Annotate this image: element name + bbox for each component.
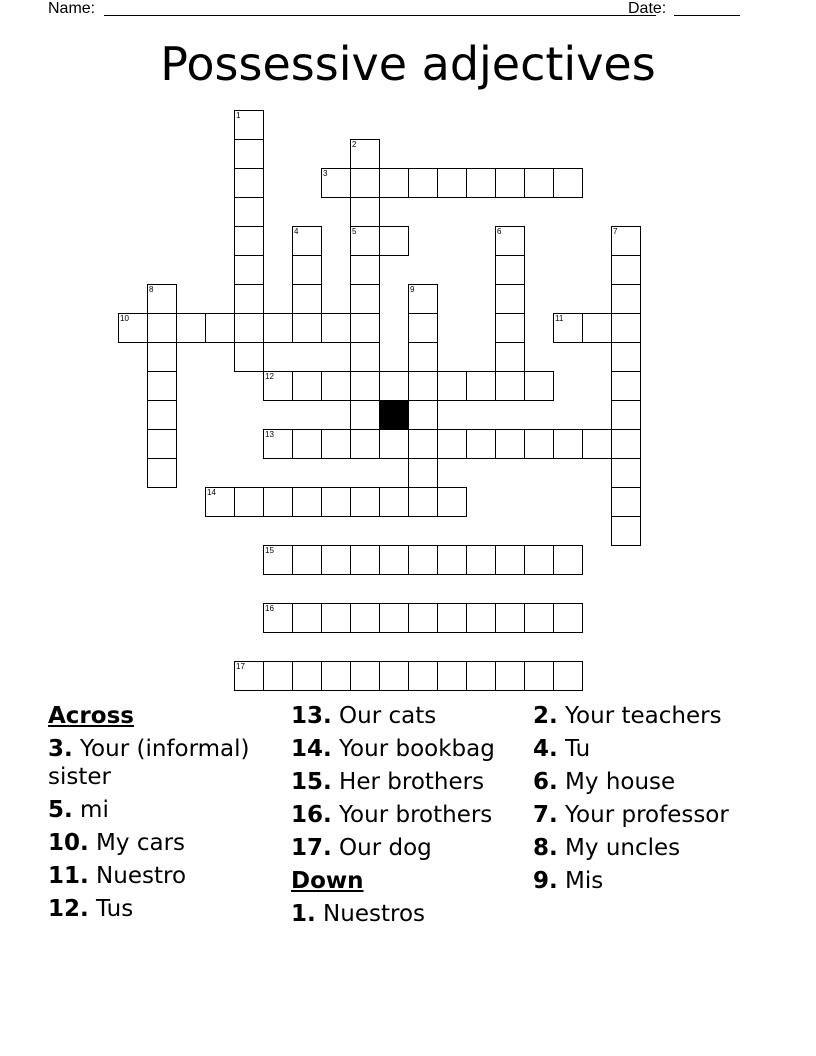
grid-cell[interactable] — [582, 429, 612, 459]
grid-cell[interactable] — [524, 661, 554, 691]
clue-item-number: 2. — [533, 703, 558, 729]
grid-cell[interactable] — [205, 313, 235, 343]
grid-cell[interactable] — [147, 458, 177, 488]
grid-cell[interactable] — [611, 487, 641, 517]
clue-item-text: Our cats — [331, 703, 437, 729]
grid-cell[interactable] — [466, 603, 496, 633]
clue-item-number: 1. — [291, 901, 316, 927]
grid-cell[interactable] — [292, 313, 322, 343]
grid-cell[interactable] — [524, 545, 554, 575]
grid-cell[interactable] — [234, 342, 264, 372]
grid-cell[interactable] — [553, 168, 583, 198]
clue-item — [533, 735, 769, 763]
clue-number: 2 — [352, 140, 357, 149]
grid-cell[interactable] — [350, 545, 380, 575]
grid-cell[interactable] — [437, 371, 467, 401]
clue-item — [533, 768, 769, 796]
clue-number: 11 — [555, 314, 564, 323]
date-label: Date: — [628, 0, 667, 17]
grid-cell[interactable] — [582, 313, 612, 343]
grid-cell[interactable] — [553, 313, 583, 343]
clue-item — [48, 895, 284, 923]
clue-item — [291, 768, 527, 796]
grid-cell[interactable] — [379, 371, 409, 401]
clue-item-text: Tu — [557, 736, 591, 762]
grid-cell[interactable] — [437, 603, 467, 633]
grid-cell[interactable] — [234, 255, 264, 285]
grid-cell[interactable] — [437, 487, 467, 517]
clue-item — [533, 702, 769, 730]
grid-cell[interactable] — [263, 487, 293, 517]
grid-cell[interactable] — [234, 110, 264, 140]
grid-cell[interactable] — [263, 545, 293, 575]
grid-cell[interactable] — [437, 545, 467, 575]
clue-item-text: My house — [557, 769, 676, 795]
grid-cell[interactable] — [205, 487, 235, 517]
grid-cell[interactable] — [495, 545, 525, 575]
grid-cell[interactable] — [234, 284, 264, 314]
page-title: Possessive adjectives — [160, 37, 656, 91]
name-label: Name: — [48, 0, 96, 17]
blocked-cell — [379, 400, 409, 430]
clue-item-text: Her brothers — [331, 769, 485, 795]
clue-item-number: 8. — [533, 835, 558, 861]
clue-item — [291, 834, 527, 862]
grid-cell[interactable] — [147, 429, 177, 459]
grid-cell[interactable] — [524, 168, 554, 198]
grid-cell[interactable] — [292, 545, 322, 575]
clue-item — [48, 862, 284, 890]
clue-item-number: 7. — [533, 802, 558, 828]
clue-item-text: My cars — [88, 830, 186, 856]
grid-cell[interactable] — [379, 226, 409, 256]
clue-item-number: 12. — [48, 896, 89, 922]
grid-cell[interactable] — [611, 458, 641, 488]
grid-cell[interactable] — [234, 661, 264, 691]
clue-item-number: 11. — [48, 863, 89, 889]
grid-cell[interactable] — [495, 342, 525, 372]
grid-cell[interactable] — [321, 487, 351, 517]
clue-item — [533, 834, 769, 862]
grid-cell[interactable] — [292, 371, 322, 401]
clue-item-number: 16. — [291, 802, 332, 828]
grid-cell[interactable] — [350, 168, 380, 198]
clue-column-2 — [291, 702, 527, 933]
grid-cell[interactable] — [611, 313, 641, 343]
grid-cell[interactable] — [321, 661, 351, 691]
grid-cell[interactable] — [350, 197, 380, 227]
grid-cell[interactable] — [466, 168, 496, 198]
clue-number: 4 — [294, 227, 299, 236]
clue-item-number: 14. — [291, 736, 332, 762]
grid-cell[interactable] — [234, 139, 264, 169]
clue-number: 16 — [265, 604, 274, 613]
clue-number: 8 — [149, 285, 154, 294]
clue-item-text: Tus — [88, 896, 134, 922]
grid-cell[interactable] — [437, 168, 467, 198]
grid-cell[interactable] — [350, 429, 380, 459]
clue-item-number: 13. — [291, 703, 332, 729]
grid-cell[interactable] — [611, 255, 641, 285]
clue-column-3 — [533, 702, 769, 900]
grid-cell[interactable] — [408, 313, 438, 343]
grid-cell[interactable] — [437, 429, 467, 459]
grid-cell[interactable] — [263, 313, 293, 343]
grid-cell[interactable] — [553, 545, 583, 575]
clue-number: 3 — [323, 169, 328, 178]
grid-cell[interactable] — [495, 168, 525, 198]
clue-item-text: Your (informal) sister — [48, 736, 250, 790]
clue-item — [48, 735, 284, 791]
grid-cell[interactable] — [321, 429, 351, 459]
grid-cell[interactable] — [408, 284, 438, 314]
grid-cell[interactable] — [524, 371, 554, 401]
clue-item — [48, 829, 284, 857]
grid-cell[interactable] — [611, 342, 641, 372]
grid-cell[interactable] — [495, 603, 525, 633]
clue-item-text: Nuestros — [315, 901, 425, 927]
grid-cell[interactable] — [408, 429, 438, 459]
grid-cell[interactable] — [495, 226, 525, 256]
grid-cell[interactable] — [350, 139, 380, 169]
grid-cell[interactable] — [466, 371, 496, 401]
grid-cell[interactable] — [408, 603, 438, 633]
clue-number: 7 — [613, 227, 618, 236]
clue-item-text: Your professor — [557, 802, 729, 828]
clue-item-number: 10. — [48, 830, 89, 856]
clue-number: 10 — [120, 314, 129, 323]
grid-cell[interactable] — [408, 342, 438, 372]
grid-cell[interactable] — [321, 313, 351, 343]
grid-cell[interactable] — [292, 284, 322, 314]
grid-cell[interactable] — [379, 603, 409, 633]
clue-item-number: 6. — [533, 769, 558, 795]
grid-cell[interactable] — [611, 516, 641, 546]
grid-cell[interactable] — [147, 371, 177, 401]
grid-cell[interactable] — [292, 429, 322, 459]
grid-cell[interactable] — [408, 168, 438, 198]
clue-item-text: Nuestro — [88, 863, 187, 889]
grid-cell[interactable] — [234, 197, 264, 227]
grid-cell[interactable] — [350, 603, 380, 633]
grid-cell[interactable] — [263, 603, 293, 633]
grid-cell[interactable] — [379, 545, 409, 575]
clue-item — [291, 702, 527, 730]
grid-cell[interactable] — [611, 284, 641, 314]
clue-heading: Across — [48, 703, 134, 729]
grid-cell[interactable] — [379, 168, 409, 198]
grid-cell[interactable] — [495, 429, 525, 459]
clue-heading: Down — [291, 868, 364, 894]
grid-cell[interactable] — [553, 661, 583, 691]
grid-cell[interactable] — [611, 400, 641, 430]
clue-item-text: Your brothers — [331, 802, 493, 828]
grid-cell[interactable] — [611, 371, 641, 401]
grid-cell[interactable] — [292, 226, 322, 256]
clue-item — [291, 735, 527, 763]
grid-cell[interactable] — [350, 342, 380, 372]
grid-cell[interactable] — [437, 661, 467, 691]
grid-cell[interactable] — [292, 255, 322, 285]
grid-cell[interactable] — [379, 487, 409, 517]
grid-cell[interactable] — [147, 313, 177, 343]
grid-cell[interactable] — [408, 458, 438, 488]
grid-cell[interactable] — [350, 255, 380, 285]
grid-cell[interactable] — [321, 371, 351, 401]
grid-cell[interactable] — [495, 313, 525, 343]
grid-cell[interactable] — [263, 371, 293, 401]
grid-cell[interactable] — [466, 661, 496, 691]
clue-number: 5 — [352, 227, 357, 236]
clue-number: 1 — [236, 111, 241, 120]
grid-cell[interactable] — [350, 313, 380, 343]
grid-cell[interactable] — [263, 661, 293, 691]
clue-number: 15 — [265, 546, 274, 555]
clue-item-number: 3. — [48, 736, 73, 762]
grid-cell[interactable] — [147, 342, 177, 372]
clue-item-text: mi — [72, 797, 109, 823]
grid-cell[interactable] — [321, 545, 351, 575]
clue-item — [291, 900, 527, 928]
grid-cell[interactable] — [495, 661, 525, 691]
grid-cell[interactable] — [495, 371, 525, 401]
clue-number: 12 — [265, 372, 274, 381]
grid-cell[interactable] — [495, 284, 525, 314]
grid-cell[interactable] — [321, 603, 351, 633]
clue-number: 14 — [207, 488, 216, 497]
grid-cell[interactable] — [234, 226, 264, 256]
grid-cell[interactable] — [350, 284, 380, 314]
grid-cell[interactable] — [408, 487, 438, 517]
grid-cell[interactable] — [553, 603, 583, 633]
grid-cell[interactable] — [176, 313, 206, 343]
grid-cell[interactable] — [350, 661, 380, 691]
clue-item-number: 17. — [291, 835, 332, 861]
grid-cell[interactable] — [553, 429, 583, 459]
grid-cell[interactable] — [524, 429, 554, 459]
grid-cell[interactable] — [234, 313, 264, 343]
grid-cell[interactable] — [350, 226, 380, 256]
grid-cell[interactable] — [292, 661, 322, 691]
grid-cell[interactable] — [292, 487, 322, 517]
grid-cell[interactable] — [466, 545, 496, 575]
grid-cell[interactable] — [234, 487, 264, 517]
clue-item-text: My uncles — [557, 835, 681, 861]
grid-cell[interactable] — [466, 429, 496, 459]
clue-item — [48, 796, 284, 824]
grid-cell[interactable] — [350, 400, 380, 430]
grid-cell[interactable] — [611, 226, 641, 256]
clue-item-text: Our dog — [331, 835, 432, 861]
clue-number: 6 — [497, 227, 502, 236]
clue-column-1 — [48, 702, 284, 928]
grid-cell[interactable] — [379, 429, 409, 459]
clue-item-number: 5. — [48, 797, 73, 823]
clue-item-number: 15. — [291, 769, 332, 795]
clue-number: 9 — [410, 285, 415, 294]
grid-cell[interactable] — [118, 313, 148, 343]
grid-cell[interactable] — [408, 545, 438, 575]
clue-number: 13 — [265, 430, 274, 439]
clue-item-text: Mis — [557, 868, 604, 894]
grid-cell[interactable] — [611, 429, 641, 459]
clue-item — [291, 801, 527, 829]
grid-cell[interactable] — [524, 603, 554, 633]
grid-cell[interactable] — [408, 661, 438, 691]
grid-cell[interactable] — [350, 371, 380, 401]
grid-cell[interactable] — [408, 371, 438, 401]
grid-cell[interactable] — [321, 168, 351, 198]
clue-item — [533, 801, 769, 829]
grid-cell[interactable] — [350, 487, 380, 517]
grid-cell[interactable] — [263, 429, 293, 459]
clue-item — [533, 867, 769, 895]
clue-item-number: 9. — [533, 868, 558, 894]
grid-cell[interactable] — [379, 661, 409, 691]
clue-number: 17 — [236, 662, 245, 671]
grid-cell[interactable] — [292, 603, 322, 633]
grid-cell[interactable] — [147, 400, 177, 430]
clue-item-text: Your bookbag — [331, 736, 495, 762]
grid-cell[interactable] — [147, 284, 177, 314]
clue-item-text: Your teachers — [557, 703, 722, 729]
grid-cell[interactable] — [408, 400, 438, 430]
grid-cell[interactable] — [234, 168, 264, 198]
clue-item-number: 4. — [533, 736, 558, 762]
grid-cell[interactable] — [495, 255, 525, 285]
